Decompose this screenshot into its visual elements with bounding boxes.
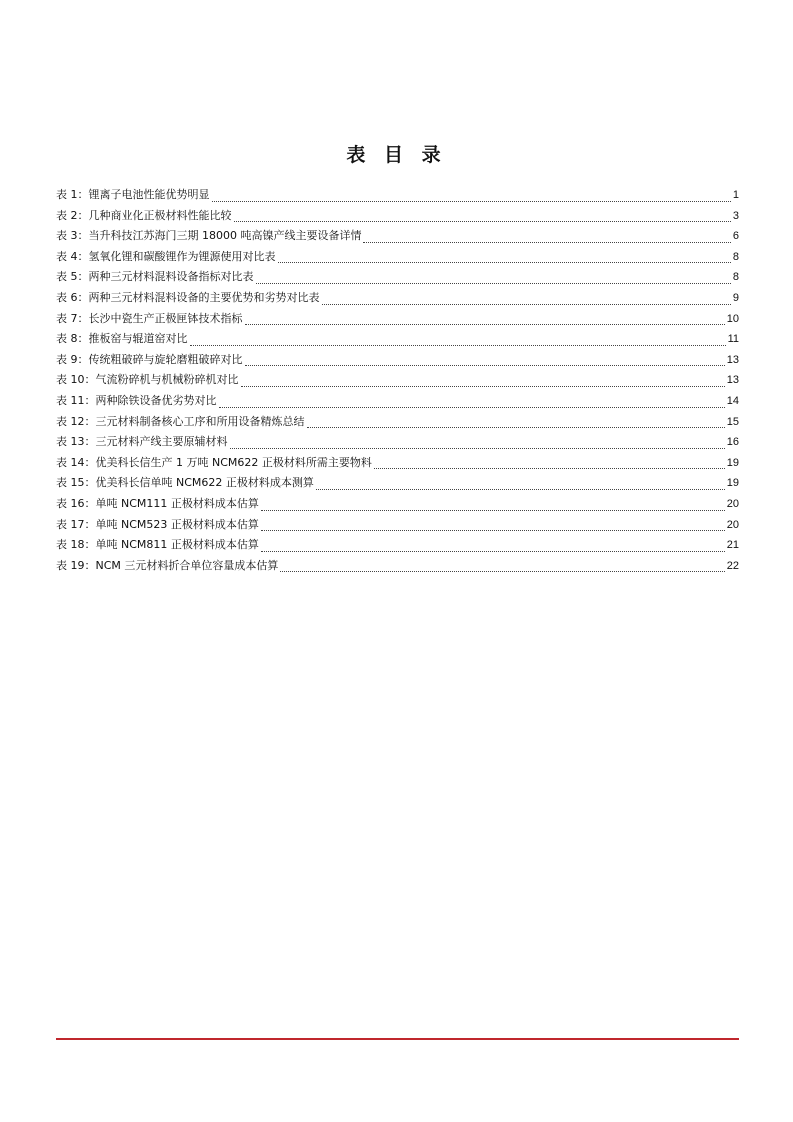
toc-entry-page-number: 20 [726, 497, 739, 510]
dot-leader [363, 242, 730, 243]
toc-entry[interactable] [56, 186, 739, 207]
toc-entry-page-number: 19 [726, 477, 739, 490]
dot-leader [190, 345, 726, 346]
toc-entry-page-number: 13 [726, 353, 739, 366]
toc-entry-label: 表 13：三元材料产线主要原辅材料 [56, 435, 228, 449]
toc-entry-label: 表 2：几种商业化正极材料性能比较 [56, 208, 232, 222]
toc-entry-label: 表 9：传统粗破碎与旋轮磨粗破碎对比 [56, 352, 243, 366]
dot-leader [316, 489, 725, 490]
toc-entry-label: 表 18：单吨 NCM811 正极材料成本估算 [56, 538, 259, 552]
toc-entry[interactable] [56, 392, 739, 413]
toc-entry-label: 表 10：气流粉碎机与机械粉碎机对比 [56, 373, 239, 387]
dot-leader [322, 304, 731, 305]
dot-leader [307, 427, 725, 428]
table-of-tables [56, 186, 739, 577]
toc-entry[interactable] [56, 536, 739, 557]
dot-leader [219, 407, 725, 408]
dot-leader [261, 551, 725, 552]
dot-leader [278, 262, 731, 263]
toc-entry[interactable] [56, 413, 739, 434]
toc-entry-label: 表 5：两种三元材料混料设备指标对比表 [56, 270, 254, 284]
dot-leader [241, 386, 725, 387]
toc-entry[interactable] [56, 289, 739, 310]
toc-entry-label: 表 11：两种除铁设备优劣势对比 [56, 393, 217, 407]
toc-entry-page-number: 19 [726, 456, 739, 469]
toc-entry[interactable] [56, 516, 739, 537]
toc-entry-page-number: 11 [727, 333, 739, 346]
dot-leader [256, 283, 731, 284]
toc-entry-page-number: 6 [732, 230, 739, 243]
toc-entry[interactable] [56, 227, 739, 248]
toc-entry[interactable] [56, 248, 739, 269]
toc-entry-page-number: 1 [732, 189, 739, 201]
toc-entry-page-number: 21 [726, 539, 739, 552]
dot-leader [261, 510, 725, 511]
toc-entry-page-number: 14 [726, 394, 739, 407]
toc-entry[interactable] [56, 310, 739, 331]
dot-leader [245, 365, 725, 366]
dot-leader [280, 571, 724, 572]
toc-entry-label: 表 8：推板窑与辊道窑对比 [56, 332, 188, 346]
toc-entry-page-number: 15 [726, 415, 739, 428]
dot-leader [261, 530, 725, 531]
toc-entry-label: 表 14：优美科长信生产 1 万吨 NCM622 正极材料所需主要物料 [56, 455, 372, 469]
footer-divider [56, 1038, 739, 1040]
toc-entry-label: 表 17：单吨 NCM523 正极材料成本估算 [56, 517, 259, 531]
toc-entry-page-number: 8 [732, 250, 739, 263]
toc-entry-label: 表 4：氢氧化锂和碳酸锂作为锂源使用对比表 [56, 249, 276, 263]
toc-entry-label: 表 16：单吨 NCM111 正极材料成本估算 [56, 496, 259, 510]
dot-leader [234, 221, 731, 222]
toc-entry-page-number: 22 [726, 559, 739, 572]
toc-entry-label: 表 7：长沙中瓷生产正极匣钵技术指标 [56, 311, 243, 325]
toc-entry-page-number: 9 [732, 291, 739, 304]
toc-entry-label: 表 6：两种三元材料混料设备的主要优势和劣势对比表 [56, 290, 320, 304]
toc-entry[interactable] [56, 557, 739, 578]
toc-entry-label: 表 19：NCM 三元材料折合单位容量成本估算 [56, 558, 279, 572]
page-title: 表 目 录 [346, 144, 447, 166]
toc-entry-page-number: 20 [726, 518, 739, 531]
dot-leader [212, 201, 731, 202]
toc-entry-page-number: 10 [726, 312, 739, 325]
toc-entry-page-number: 8 [732, 271, 739, 284]
toc-entry-label: 表 12：三元材料制备核心工序和所用设备精炼总结 [56, 414, 305, 428]
dot-leader [374, 468, 725, 469]
toc-entry[interactable] [56, 207, 739, 228]
toc-entry[interactable] [56, 371, 739, 392]
toc-entry[interactable] [56, 495, 739, 516]
toc-entry-page-number: 3 [732, 209, 739, 222]
toc-entry[interactable] [56, 351, 739, 372]
toc-entry-label: 表 1：锂离子电池性能优势明显 [56, 188, 210, 201]
toc-entry-page-number: 13 [726, 374, 739, 387]
dot-leader [245, 324, 725, 325]
toc-entry[interactable] [56, 454, 739, 475]
toc-entry[interactable] [56, 268, 739, 289]
dot-leader [230, 448, 725, 449]
toc-entry-page-number: 16 [726, 436, 739, 449]
toc-entry-label: 表 15：优美科长信单吨 NCM622 正极材料成本测算 [56, 476, 314, 490]
toc-entry-label: 表 3：当升科技江苏海门三期 18000 吨高镍产线主要设备详情 [56, 229, 362, 243]
toc-entry[interactable] [56, 330, 739, 351]
toc-entry[interactable] [56, 433, 739, 454]
toc-entry[interactable] [56, 474, 739, 495]
